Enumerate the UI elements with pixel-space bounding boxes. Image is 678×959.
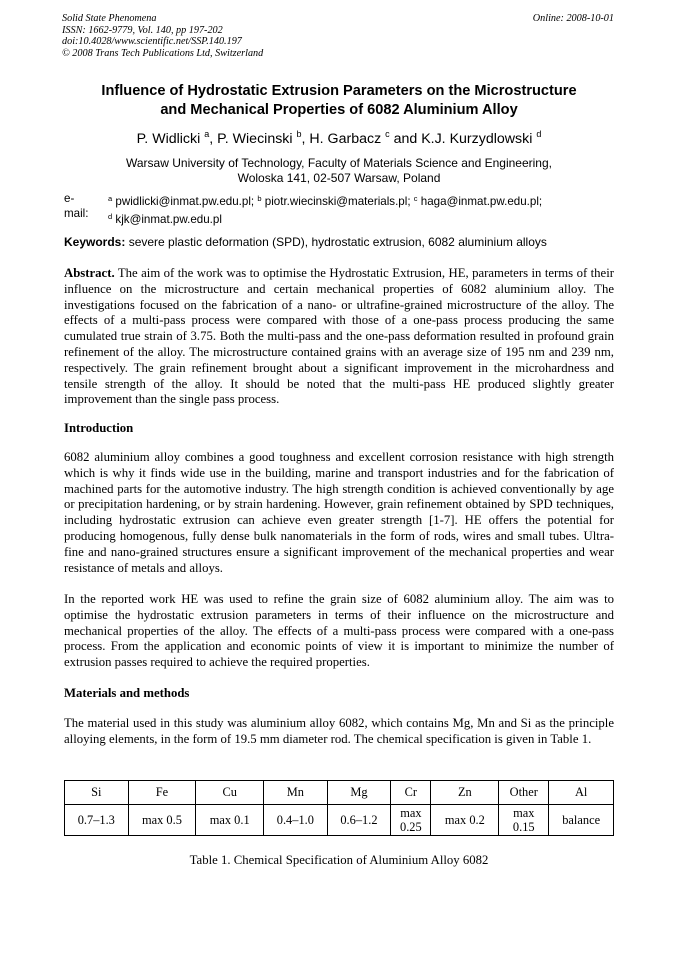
- abstract-text: The aim of the work was to optimise the Hydrostatic Extrusion, HE, parameters in terms of their influence on the microstructure and certain mechanical properties of 6082 aluminium alloy. The investigations focused on the fabrication of a nano- or ultrafine-grained microstructure of the alloy. The effects of a multi-pass process were compared with those of a one-pass process producing the same cumulated true strain of 3.75. Both the multi-pass and the one-pass deformation resulted in profound grain refinement of the alloy. The microstructure contained grains with an average size of 195 nm and 239 nm, respectively. The grain refinement brought about a significant improvement in the microhardness and tensile strength of the alloy. It should be noted that the multi-pass HE produced slightly greater improvement than the single pass process.: [64, 266, 614, 407]
- table-cell: max 0.1: [196, 805, 264, 836]
- table-caption: Table 1. Chemical Specification of Aluminium Alloy 6082: [189, 853, 489, 867]
- journal-issn: ISSN: 1662-9779, Vol. 140, pp 197-202: [62, 24, 223, 36]
- intro-paragraph-2: In the reported work HE was used to refine the grain size of 6082 aluminium alloy. The aim was to optimise the hydrostatic extrusion parameters in terms of their influence on the microstructure and mechanical properties of the alloy. The effects of a multi-pass process were compared with a one-pass process. From the application and economic points of view it is important to minimize the number of extrusion passes required to achieve the required properties.: [64, 592, 614, 670]
- table-cell: max 0.15: [499, 805, 549, 836]
- author-name: P. Widlicki: [136, 131, 201, 147]
- intro-paragraph-1: 6082 aluminium alloy combines a good toughness and excellent corrosion resistance with high strength which is why it finds wide use in the building, marine and transport industries and for the fabrication of machined parts for the automotive industry. The high strength condition is achieved conventionally by age or precipitation hardening, or by strain hardening. However, grain refinement obtained by SPD techniques, including hydrostatic extrusion can achieve even greater strength [1-7]. HE offers the potential for producing homogenous, fully dense bulk nanomaterials in the form of rods, wires and small tubes. Ultra-fine and nano-grained structures ensure a significant improvement of the mechanical properties and wear resistance of metals and alloys.: [64, 450, 614, 575]
- email-address[interactable]: haga@inmat.pw.edu.pl;: [420, 195, 543, 208]
- table-cell: 0.7–1.3: [65, 805, 129, 836]
- table-header-cell: Cu: [196, 781, 264, 805]
- affiliation-line-2: Woloska 141, 02-507 Warsaw, Poland: [237, 171, 441, 185]
- author-name: H. Garbacz: [309, 131, 382, 147]
- online-date: Online: 2008-10-01: [532, 13, 614, 24]
- table-header-row: [65, 781, 614, 805]
- author-separator: ,: [209, 131, 218, 147]
- table-header-cell: Mn: [264, 781, 328, 805]
- email-mark: d: [108, 212, 113, 221]
- table-header-cell: Mg: [327, 781, 391, 805]
- table-header-cell: Cr: [391, 781, 431, 805]
- keywords: [64, 235, 547, 249]
- table-header-cell: Al: [549, 781, 614, 805]
- author-separator: ,: [301, 131, 310, 147]
- email-mark: c: [413, 194, 418, 203]
- abstract-label: Abstract.: [64, 266, 115, 280]
- journal-doi: doi:10.4028/www.scientific.net/SSP.140.197: [62, 36, 242, 48]
- author-name: P. Wiecinski: [217, 131, 293, 147]
- author-list: [62, 129, 616, 147]
- table-cell: balance: [549, 805, 614, 836]
- email-label: e-mail:: [64, 192, 89, 220]
- email-address[interactable]: piotr.wiecinski@materials.pl;: [264, 195, 411, 208]
- table-cell: 0.4–1.0: [264, 805, 328, 836]
- journal-name: Solid State Phenomena: [62, 13, 157, 24]
- table-header-cell: Other: [499, 781, 549, 805]
- title-line-2: and Mechanical Properties of 6082 Aluminium Alloy: [160, 102, 518, 118]
- table-header-cell: Si: [65, 781, 129, 805]
- paper-title: [62, 82, 616, 120]
- author-name: K.J. Kurzydlowski: [421, 131, 533, 147]
- chemical-spec-table: [64, 780, 614, 836]
- table-cell: 0.6–1.2: [327, 805, 391, 836]
- author-mark: a: [204, 129, 210, 139]
- keywords-text: severe plastic deformation (SPD), hydrostatic extrusion, 6082 aluminium alloys: [128, 235, 547, 249]
- journal-header: [62, 13, 263, 59]
- methods-paragraph-1: The material used in this study was aluminium alloy 6082, which contains Mg, Mn and Si as the principle alloying elements, in the form of 19.5 mm diameter rod. The chemical specification is given in Table 1.: [64, 716, 614, 746]
- table-cell: max 0.2: [431, 805, 499, 836]
- table-header-cell: Fe: [128, 781, 196, 805]
- abstract-paragraph: [64, 266, 614, 408]
- table-cell: max 0.5: [128, 805, 196, 836]
- table-header-cell: Zn: [431, 781, 499, 805]
- email-address[interactable]: kjk@inmat.pw.edu.pl: [115, 213, 222, 226]
- section-heading-introduction: Introduction: [64, 421, 134, 435]
- keywords-label: Keywords:: [64, 235, 126, 249]
- affiliation: [62, 156, 616, 186]
- email-mark: a: [108, 194, 113, 203]
- author-conjunction: and: [389, 131, 422, 147]
- author-mark: d: [536, 129, 542, 139]
- journal-copyright: © 2008 Trans Tech Publications Ltd, Switzerland: [62, 47, 264, 59]
- email-mark: b: [257, 194, 262, 203]
- author-mark: b: [296, 129, 302, 139]
- email-address[interactable]: pwidlicki@inmat.pw.edu.pl;: [115, 195, 255, 208]
- title-line-1: Influence of Hydrostatic Extrusion Parameters on the Microstructure: [101, 83, 577, 99]
- table-row: [65, 805, 614, 836]
- table-cell: max 0.25: [391, 805, 431, 836]
- section-heading-materials: Materials and methods: [64, 686, 190, 700]
- author-mark: c: [385, 129, 390, 139]
- affiliation-line-1: Warsaw University of Technology, Faculty of Materials Science and Engineering,: [126, 156, 552, 170]
